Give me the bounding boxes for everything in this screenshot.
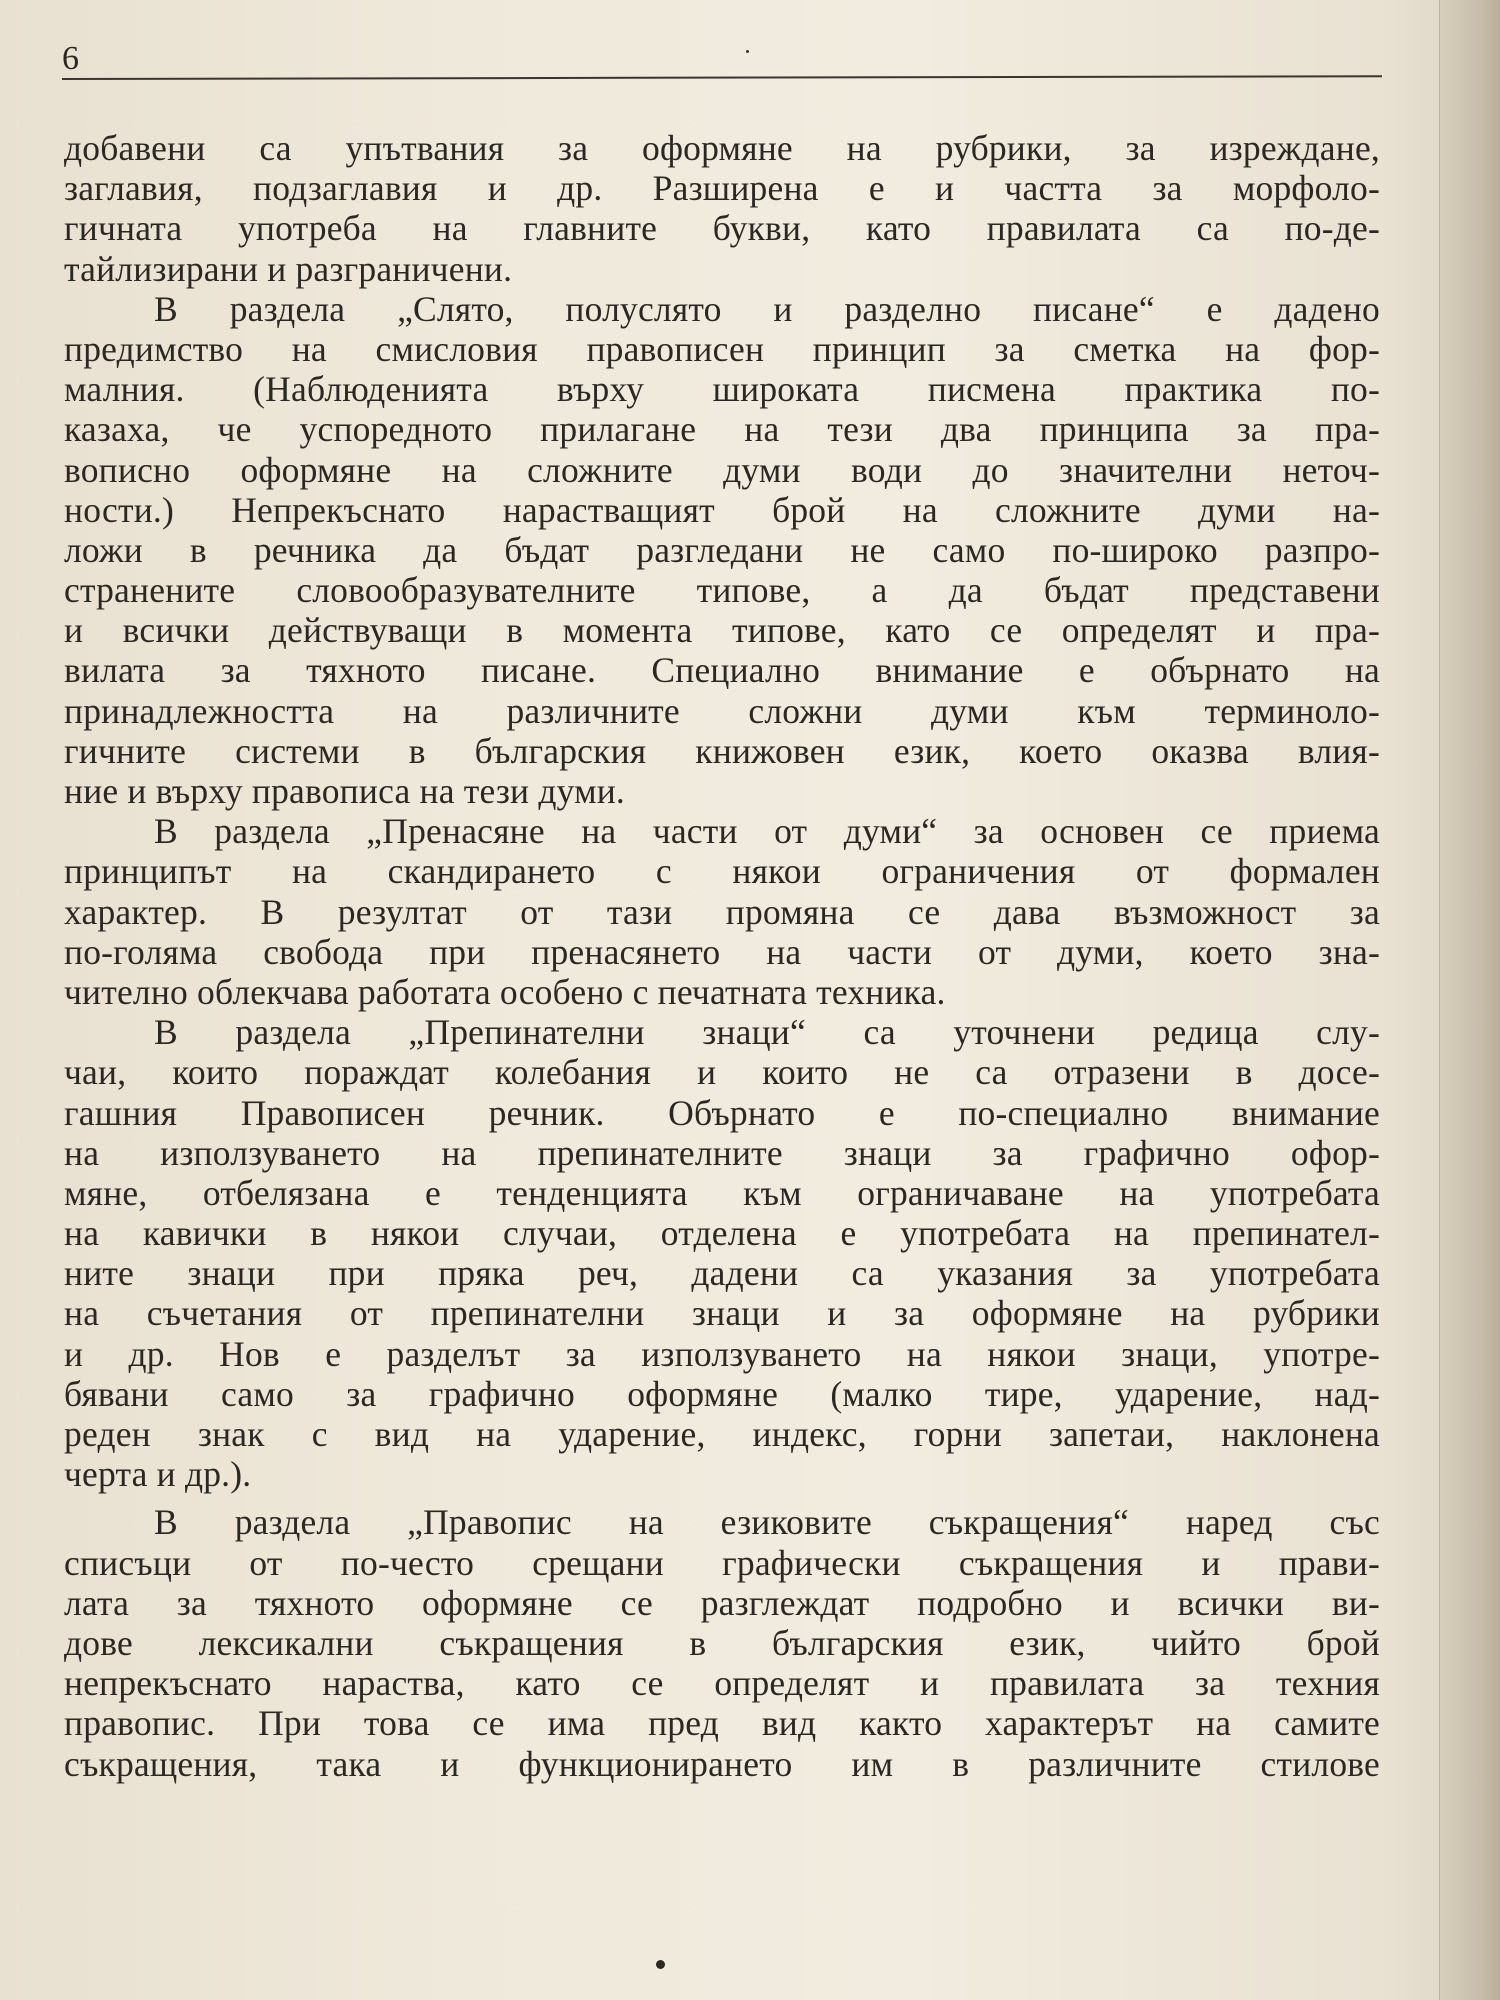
text-line: съкращения, така и функционирането им в различните стилове xyxy=(64,1743,1380,1784)
text-line: ните знаци при пряка реч, дадени са указания за употребата xyxy=(64,1253,1380,1294)
text-line: тайлизирани и разграничени. xyxy=(64,248,513,289)
text-line: ности.) Непрекъснато нарастващият брой на сложните думи на- xyxy=(64,489,1380,530)
text-line: на използуването на препинателните знаци за графично офор- xyxy=(64,1132,1380,1173)
adjacent-page-edge xyxy=(1439,0,1500,2000)
text-line: казаха, че успоредното прилагане на тези два принципа за пра- xyxy=(64,409,1380,450)
text-line: и др. Нов е разделът за използуването на някои знаци, употре- xyxy=(64,1333,1380,1374)
text-line: мяне, отбелязана е тенденцията към ограничаване на употребата xyxy=(64,1172,1380,1213)
text-line: непрекъснато нараства, като се определят и правилата за техния xyxy=(64,1663,1380,1704)
text-line: В раздела „Пренасяне на части от думи“ за основен се приема xyxy=(154,811,1380,852)
text-line: принадлежността на различните сложни думи към терминоло- xyxy=(64,690,1380,731)
text-line: гичната употреба на главните букви, като правилата са по-де- xyxy=(64,208,1380,249)
text-line: малния. (Наблюденията върху широката писмена практика по- xyxy=(64,369,1380,410)
text-line: дове лексикални съкращения в българския език, чийто брой xyxy=(64,1622,1380,1663)
text-line: ложи в речника да бъдат разгледани не само по-широко разпро- xyxy=(64,529,1380,570)
text-line: В раздела „Правопис на езиковите съкращения“ наред със xyxy=(154,1502,1380,1543)
footer-bullet xyxy=(656,1960,665,1969)
text-line: принципът на скандирането с някои ограничения от формален xyxy=(64,851,1380,892)
text-line: характер. В резултат от тази промяна се дава възможност за xyxy=(64,891,1380,932)
text-line: черта и др.). xyxy=(64,1454,252,1495)
text-line: бявани само за графично оформяне (малко тире, ударение, над- xyxy=(64,1373,1380,1414)
text-line: чително облекчава работата особено с печатната техника. xyxy=(64,971,946,1012)
text-line: заглавия, подзаглавия и др. Разширена е и частта за морфоло- xyxy=(64,168,1380,209)
paragraph-4 xyxy=(64,1012,1380,1494)
text-line: странените словообразувателните типове, а да бъдат представени xyxy=(64,570,1380,611)
paragraph-5 xyxy=(64,1502,1380,1783)
text-line: и всички действуващи в момента типове, като се определят и пра- xyxy=(64,610,1380,651)
text-line: чаи, които пораждат колебания и които не са отразени в досе- xyxy=(64,1052,1380,1093)
text-line: В раздела „Препинателни знаци“ са уточнени редица слу- xyxy=(154,1012,1380,1053)
text-line: реден знак с вид на ударение, индекс, горни запетаи, наклонена xyxy=(64,1414,1380,1454)
page-number: 6 xyxy=(62,40,79,77)
text-line: В раздела „Слято, полуслято и разделно писане“ е дадено xyxy=(154,288,1380,329)
text-line: на съчетания от препинателни знаци и за оформяне на рубрики xyxy=(64,1293,1380,1334)
paragraph-gap xyxy=(64,1494,1380,1502)
text-line: лата за тяхното оформяне се разглеждат подробно и всички ви- xyxy=(64,1582,1380,1623)
text-line: списъци от по-често срещани графически съкращения и прави- xyxy=(64,1542,1380,1583)
paragraph-3 xyxy=(64,811,1380,1012)
header-rule xyxy=(62,75,1382,80)
text-line: гичните системи в българския книжовен език, което оказва влия- xyxy=(64,730,1380,771)
text-line: гашния Правописен речник. Обърнато е по-специално внимание xyxy=(64,1092,1380,1133)
text-line: ние и върху правописа на тези думи. xyxy=(64,771,626,811)
text-line: вилата за тяхното писане. Специално внимание е обърнато на xyxy=(64,650,1380,691)
text-line: предимство на смисловия правописен принцип за сметка на фор- xyxy=(64,328,1380,369)
text-line: вописно оформяне на сложните думи води до значителни неточ- xyxy=(64,449,1380,490)
print-speck xyxy=(746,50,749,53)
paragraph-1 xyxy=(64,128,1380,289)
text-line: на кавички в някои случаи, отделена е употребата на препинател- xyxy=(64,1213,1380,1254)
text-line: добавени са упътвания за оформяне на рубрики, за изреждане, xyxy=(64,128,1380,168)
text-line: правопис. При това се има пред вид както характерът на самите xyxy=(64,1703,1380,1744)
text-line: по-голяма свобода при пренасянето на части от думи, което зна- xyxy=(64,931,1380,972)
paragraph-2 xyxy=(64,289,1380,811)
body-text xyxy=(64,128,1380,1784)
